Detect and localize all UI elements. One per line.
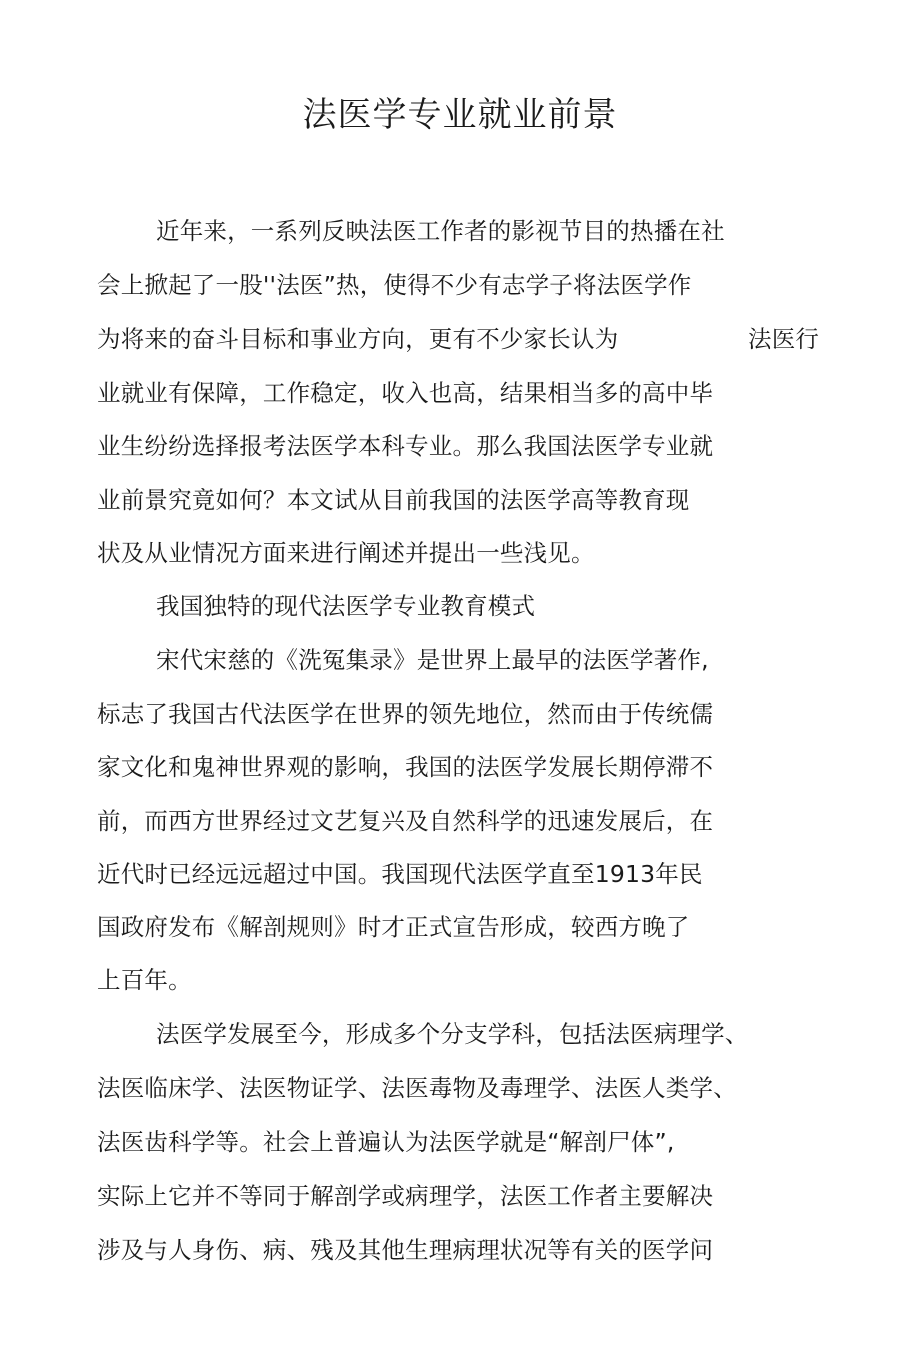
paragraph-line: 标志了我国古代法医学在世界的领先地位，然而由于传统儒: [97, 700, 714, 728]
paragraph-line: 业前景究竟如何？本文试从目前我国的法医学高等教育现: [97, 486, 690, 514]
paragraph-line: 法医行: [748, 325, 820, 353]
paragraph-line: 家文化和鬼神世界观的影响，我国的法医学发展长期停滞不: [97, 753, 714, 781]
paragraph-line: 前，而西方世界经过文艺复兴及自然科学的迅速发展后，在: [97, 807, 714, 835]
paragraph-line: 实际上它并不等同于解剖学或病理学，法医工作者主要解决: [97, 1182, 714, 1210]
paragraph-line: 国政府发布《解剖规则》时才正式宣告形成，较西方晚了: [97, 913, 690, 941]
paragraph-line: 业就业有保障，工作稳定，收入也高，结果相当多的高中毕: [97, 379, 714, 407]
paragraph-line: 近代时已经远远超过中国。我国现代法医学直至1913年民: [97, 860, 703, 888]
paragraph-line: 会上掀起了一股''法医”热，使得不少有志学子将法医学作: [97, 271, 692, 299]
paragraph-line: 业生纷纷选择报考法医学本科专业。那么我国法医学专业就: [97, 432, 714, 460]
paragraph-line: 法医齿科学等。社会上普遍认为法医学就是“解剖尸体”,: [97, 1128, 675, 1156]
paragraph-line: 法医学发展至今，形成多个分支学科，包括法医病理学、: [156, 1020, 749, 1048]
section-heading: 我国独特的现代法医学专业教育模式: [156, 592, 536, 620]
paragraph-line: 涉及与人身伤、病、残及其他生理病理状况等有关的医学问: [97, 1236, 714, 1264]
paragraph-line: 状及从业情况方面来进行阐述并提出一些浅见。: [97, 539, 595, 567]
paragraph-line: 近年来，一系列反映法医工作者的影视节目的热播在社: [156, 217, 725, 245]
paragraph-line: 为将来的奋斗目标和事业方向，更有不少家长认为: [97, 325, 619, 353]
paragraph-line: 上百年。: [97, 966, 192, 994]
document-title: 法医学专业就业前景: [302, 95, 618, 135]
paragraph-line: 宋代宋慈的《洗冤集录》是世界上最早的法医学著作,: [156, 646, 709, 674]
paragraph-line: 法医临床学、法医物证学、法医毒物及毒理学、法医人类学、: [97, 1074, 737, 1102]
